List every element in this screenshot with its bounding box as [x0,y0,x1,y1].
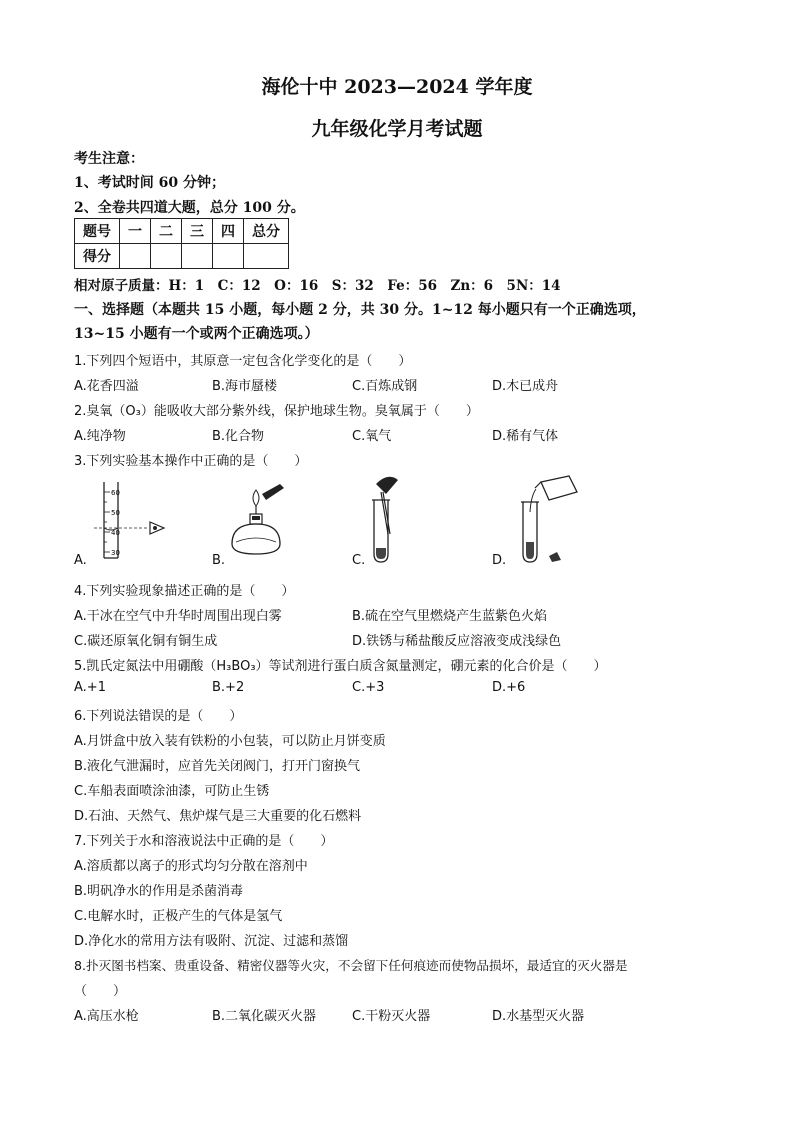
question-8-option-b[interactable]: B.二氧化碳灭火器 [212,1009,317,1024]
notice-total: 2、全卷共四道大题，总分 100 分。 [74,200,305,216]
section1-heading: 一、选择题（本题共 15 小题，每小题 2 分，共 30 分。1~12 每小题只有一个正确选项， [74,302,646,318]
figure-pouring-liquid [505,472,585,568]
atomic-mass-line: 相对原子质量：H：1 C：12 O：16 S：32 Fe：56 Zn：6 5N：14 [74,278,561,294]
question-1-option-b[interactable]: B.海市蜃楼 [212,379,278,394]
score-table-header: 一 [120,219,151,244]
question-3-option-d[interactable]: D. [492,553,507,568]
question-2-option-a[interactable]: A.纯净物 [74,429,126,444]
cylinder-tick-label: 30 [111,549,120,557]
question-3-option-a[interactable]: A. [74,553,87,568]
question-3-option-b[interactable]: B. [212,553,226,568]
section1-heading-cont: 13~15 小题有一个或两个正确选项。） [74,326,319,342]
question-8-stem: 8.扑灭图书档案、贵重设备、精密仪器等火灾，不会留下任何痕迹而使物品损坏，最适宜的灭火器是 [74,958,628,973]
question-5-option-a[interactable]: A.+1 [74,680,106,695]
score-cell[interactable] [151,244,182,269]
question-4-option-a[interactable]: A.干冰在空气中升华时周围出现白雾 [74,609,282,624]
question-3-stem: 3.下列实验基本操作中正确的是（ ） [74,454,308,469]
figure-graduated-cylinder-reading [84,472,194,568]
question-4-option-c[interactable]: C.碳还原氧化铜有铜生成 [74,634,218,649]
score-table-header: 二 [151,219,182,244]
score-cell[interactable] [244,244,289,269]
question-8-option-d[interactable]: D.水基型灭火器 [492,1009,585,1024]
score-row-label: 得分 [75,244,120,269]
question-6-option-d[interactable]: D.石油、天然气、焦炉煤气是三大重要的化石燃料 [74,809,362,824]
question-2-stem: 2.臭氧（O₃）能吸收大部分紫外线，保护地球生物。臭氧属于（ ） [74,404,479,419]
question-1-stem: 1.下列四个短语中，其原意一定包含化学变化的是（ ） [74,354,412,369]
score-table-header: 四 [213,219,244,244]
question-1-option-d[interactable]: D.木已成舟 [492,379,559,394]
question-2-option-c[interactable]: C.氧气 [352,429,392,444]
question-6-option-c[interactable]: C.车船表面喷涂油漆，可防止生锈 [74,784,270,799]
question-7-option-a[interactable]: A.溶质都以离子的形式均匀分散在溶剂中 [74,859,308,874]
question-8-option-a[interactable]: A.高压水枪 [74,1009,139,1024]
question-8-option-c[interactable]: C.干粉灭火器 [352,1009,431,1024]
exam-school-title: 海伦十中 2023—2024 学年度 [261,76,533,98]
question-4-stem: 4.下列实验现象描述正确的是（ ） [74,584,295,599]
question-7-stem: 7.下列关于水和溶液说法中正确的是（ ） [74,834,334,849]
score-cell[interactable] [120,244,151,269]
cylinder-tick-label: 50 [111,509,120,517]
question-4-option-b[interactable]: B.硫在空气里燃烧产生蓝紫色火焰 [352,609,548,624]
question-3-option-c[interactable]: C. [352,553,366,568]
score-table-score-row [75,244,289,269]
question-1-option-c[interactable]: C.百炼成钢 [352,379,418,394]
question-7-option-b[interactable]: B.明矾净水的作用是杀菌消毒 [74,884,244,899]
score-table-header-row [75,219,289,244]
question-6-stem: 6.下列说法错误的是（ ） [74,709,243,724]
question-7-option-c[interactable]: C.电解水时，正极产生的气体是氢气 [74,909,283,924]
question-8-stem-cont: （ ） [74,984,127,999]
question-2-option-b[interactable]: B.化合物 [212,429,265,444]
score-table-header: 三 [182,219,213,244]
score-table [74,218,289,269]
score-table-header: 题号 [75,219,120,244]
notice-time: 1、考试时间 60 分钟； [74,175,225,191]
exam-title: 九年级化学月考试题 [311,118,483,140]
question-7-option-d[interactable]: D.净化水的常用方法有吸附、沉淀、过滤和蒸馏 [74,934,349,949]
notice-heading: 考生注意： [74,151,144,167]
cylinder-tick-label: 40 [111,529,120,537]
score-table-header: 总分 [244,219,289,244]
cylinder-tick-label: 60 [111,489,120,497]
question-4-option-d[interactable]: D.铁锈与稀盐酸反应溶液变成浅绿色 [352,634,562,649]
question-2-option-d[interactable]: D.稀有气体 [492,429,559,444]
question-5-option-c[interactable]: C.+3 [352,680,385,695]
question-5-option-d[interactable]: D.+6 [492,680,526,695]
question-1-option-a[interactable]: A.花香四溢 [74,379,139,394]
question-5-stem: 5.凯氏定氮法中用硼酸（H₃BO₃）等试剂进行蛋白质含氮量测定，硼元素的化合价是（ ） [74,659,607,674]
question-6-option-b[interactable]: B.液化气泄漏时，应首先关闭阀门，打开门窗换气 [74,759,361,774]
figure-alcohol-lamp [222,472,292,568]
score-cell[interactable] [213,244,244,269]
question-5-option-b[interactable]: B.+2 [212,680,245,695]
figure-dropper-test-tube [362,472,412,568]
score-cell[interactable] [182,244,213,269]
question-6-option-a[interactable]: A.月饼盒中放入装有铁粉的小包装，可以防止月饼变质 [74,734,386,749]
